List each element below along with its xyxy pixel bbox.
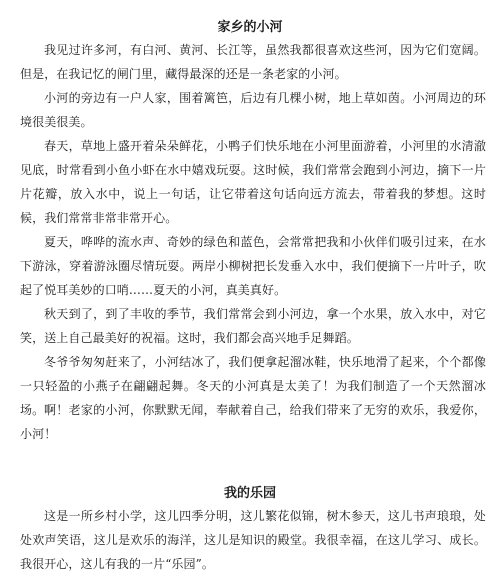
essay1-paragraph-5: 秋天到了，到了丰收的季节，我们常常会到小河边，拿一个水果，放入水中，对它笑，送上自己最美好的祝福。这时，我们都会高兴地手足舞蹈。 — [20, 307, 486, 345]
essay-title-my-paradise: 我的乐园 — [223, 486, 276, 501]
essay1-paragraph-6: 冬爷爷匆匆赶来了，小河结冰了，我们便拿起溜冰鞋，快乐地滑了起来，个个都像一只轻盈的小燕子在翩翩起舞。冬天的小河真是太美了！为我们制造了一个天然溜冰场。 — [20, 355, 486, 417]
essay1-paragraph-4: 夏天，哗哗的流水声、奇妙的绿色和蓝色，会常常把我和小伙伴们吸引过来，在水下游泳，穿着游泳圈尽情玩耍。两岸小柳树把长发垂入水中，我们便摘下一片叶子，吹起了悦耳美妙的口哨……夏天的小河，真美真好。 — [20, 235, 486, 297]
essay1-paragraph-7: 啊！老家的小河，你默默无闻，奉献着自己，给我们带来了无穷的欢乐，我爱你，小河！ — [20, 403, 486, 441]
essay1-paragraph-3: 春天，草地上盛开着朵朵鲜花，小鸭子们快乐地在小河里面游着，小河里的水清澈见底，时常看到小鱼小虾在水中嬉戏玩耍。这时候，我们常常会跑到小河边，摘下一片片花瓣，放入水中，说上一句话，让它带着这句话向远方流去，带着我的梦想。这时候，我们常常非常非常开心。 — [20, 139, 486, 225]
essay-title-hometown-river: 家乡的小河 — [217, 20, 283, 35]
essay2-paragraph-1: 这是一所乡村小学，这儿四季分明，这儿繁花似锦，树木参天，这儿书声琅琅，处处欢声笑语，这儿是欢乐的海洋，这儿是知识的殿堂。我很幸福，在这儿学习、成长。我很开心，这儿有我的一片“乐园”。 — [20, 509, 486, 571]
essay1-paragraph-1: 我见过许多河，有白河、黄河、长江等，虽然我都很喜欢这些河，因为它们宽阔。但是，在我记忆的闸门里，藏得最深的还是一条老家的小河。 — [20, 43, 486, 81]
essay1-paragraph-2: 小河的旁边有一户人家，围着篱笆，后边有几棵小树，地上草如茵。小河周边的环境很美很美。 — [20, 91, 486, 129]
